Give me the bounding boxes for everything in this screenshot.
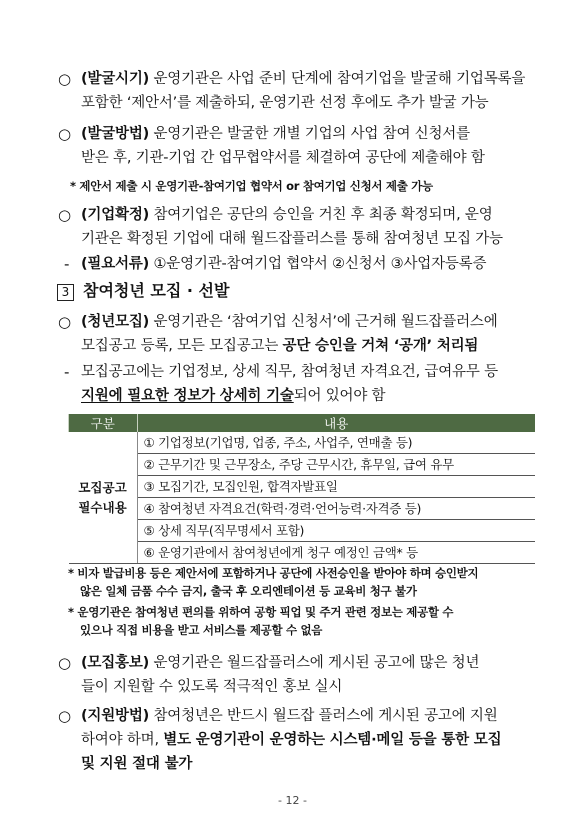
bullet-marker: - <box>64 363 70 381</box>
footnote-visa-cont: 않은 일체 금품 수수 금지, 출국 후 오리엔테이션 등 교육비 청구 불가 <box>80 584 417 598</box>
bullet-line: 지원에 필요한 정보가 상세히 기술되어 있어야 함 <box>81 388 386 404</box>
bullet-marker: - <box>64 255 70 273</box>
bullet-marker: ○ <box>58 206 72 224</box>
bullet-line: 모집공고 등록, 모든 모집공고는 공단 승인을 거쳐 ‘공개’ 처리됨 <box>81 338 479 354</box>
bullet-line: 들이 지원할 수 있도록 적극적인 홍보 실시 <box>81 679 343 695</box>
bullet-term: (발굴방법) <box>81 126 150 142</box>
section-number: 3 <box>57 284 74 301</box>
table-cell-item: ② 근무기간 및 근무장소, 주당 근무시간, 휴무일, 급여 유무 <box>137 454 535 476</box>
bullet-line: (청년모집) 운영기관은 ‘참여기업 신청서’에 근거해 월드잡플러스에 <box>81 314 498 330</box>
table-cell-item: ③ 모집기간, 모집인원, 합격자발표일 <box>137 476 535 498</box>
bullet-line: 모집공고에는 기업정보, 상세 직무, 참여청년 자격요건, 급여유무 등 <box>81 364 498 380</box>
table-cell-item: ⑤ 상세 직무(직무명세서 포함) <box>137 520 535 542</box>
bullet-term: (기업확정) <box>81 207 150 223</box>
bullet-marker: ○ <box>58 313 72 331</box>
footnote-visa: * 비자 발급비용 등은 제안서에 포함하거나 공단에 사전승인을 받아야 하며 승인받지 <box>68 566 479 580</box>
table-row <box>69 454 536 476</box>
table-cell-item: ① 기업정보(기업명, 업종, 주소, 사업주, 연매출 등) <box>137 432 535 454</box>
bullet-line: 포함한 ‘제안서’를 제출하되, 운영기관 선정 후에도 추가 발굴 가능 <box>81 95 489 111</box>
emphasis-text: 별도 운영기관이 운영하는 시스템·메일 등을 통한 모집 <box>163 732 502 748</box>
bullet-marker: ○ <box>58 707 72 725</box>
emphasis-text: 공단 승인을 거쳐 ‘공개’ 처리됨 <box>282 338 479 354</box>
table-header-row <box>69 414 536 432</box>
table-header-content: 내용 <box>137 414 535 432</box>
table-row <box>69 498 536 520</box>
footnote-pickup-cont: 있으나 직접 비용을 받고 서비스를 제공할 수 없음 <box>80 623 323 637</box>
bullet-term: (청년모집) <box>81 314 150 330</box>
bullet-line: (발굴방법) 운영기관은 발굴한 개별 기업의 사업 참여 신청서를 <box>81 126 470 142</box>
bullet-line: 기관은 확정된 기업에 대해 월드잡플러스를 통해 참여청년 모집 가능 <box>81 231 503 247</box>
bullet-line: (필요서류) ①운영기관-참여기업 협약서 ②신청서 ③사업자등록증 <box>81 256 487 272</box>
bullet-term: (지원방법) <box>81 708 150 724</box>
bullet-line: (지원방법) 참여청년은 반드시 월드잡 플러스에 게시된 공고에 지원 <box>81 708 498 724</box>
bullet-line: (모집홍보) 운영기관은 월드잡플러스에 게시된 공고에 많은 청년 <box>81 655 480 671</box>
bullet-marker: ○ <box>58 654 72 672</box>
footnote-proposal: * 제안서 제출 시 운영기관-참여기업 협약서 or 참여기업 신청서 제출 가능 <box>70 179 433 193</box>
bullet-line: 하여야 하며, 별도 운영기관이 운영하는 시스템·메일 등을 통한 모집 <box>81 732 502 748</box>
page-number: - 12 - <box>278 794 307 807</box>
bullet-term: (모집홍보) <box>81 655 150 671</box>
table-row <box>69 432 536 454</box>
table-cell-item: ④ 참여청년 자격요건(학력·경력·언어능력·자격증 등) <box>137 498 535 520</box>
required-content-table <box>68 414 535 564</box>
footnote-pickup: * 운영기관은 참여청년 편의를 위하여 공항 픽업 및 주거 관련 정보는 제공할 수 <box>68 605 454 619</box>
bullet-term: (필요서류) <box>81 256 150 272</box>
table-cell-item: ⑥ 운영기관에서 참여청년에게 청구 예정인 금액* 등 <box>137 542 535 564</box>
section-title: 참여청년 모집 · 선발 <box>83 281 230 300</box>
table-row <box>69 520 536 542</box>
bullet-line: (기업확정) 참여기업은 공단의 승인을 거친 후 최종 확정되며, 운영 <box>81 207 493 223</box>
bullet-term: (발굴시기) <box>81 71 150 87</box>
bullet-line: 받은 후, 기관-기업 간 업무협약서를 체결하여 공단에 제출해야 함 <box>81 150 485 166</box>
bullet-line: (발굴시기) 운영기관은 사업 준비 단계에 참여기업을 발굴해 기업목록을 <box>81 71 526 87</box>
table-row-label: 모집공고 필수내용 <box>69 432 138 564</box>
table-row <box>69 542 536 564</box>
table-row <box>69 476 536 498</box>
bullet-marker: ○ <box>58 70 72 88</box>
bullet-line: 및 지원 절대 불가 <box>81 756 193 772</box>
bullet-marker: ○ <box>58 125 72 143</box>
emphasis-text: 지원에 필요한 정보가 상세히 기술 <box>81 388 294 404</box>
table-header-category: 구분 <box>69 414 138 432</box>
